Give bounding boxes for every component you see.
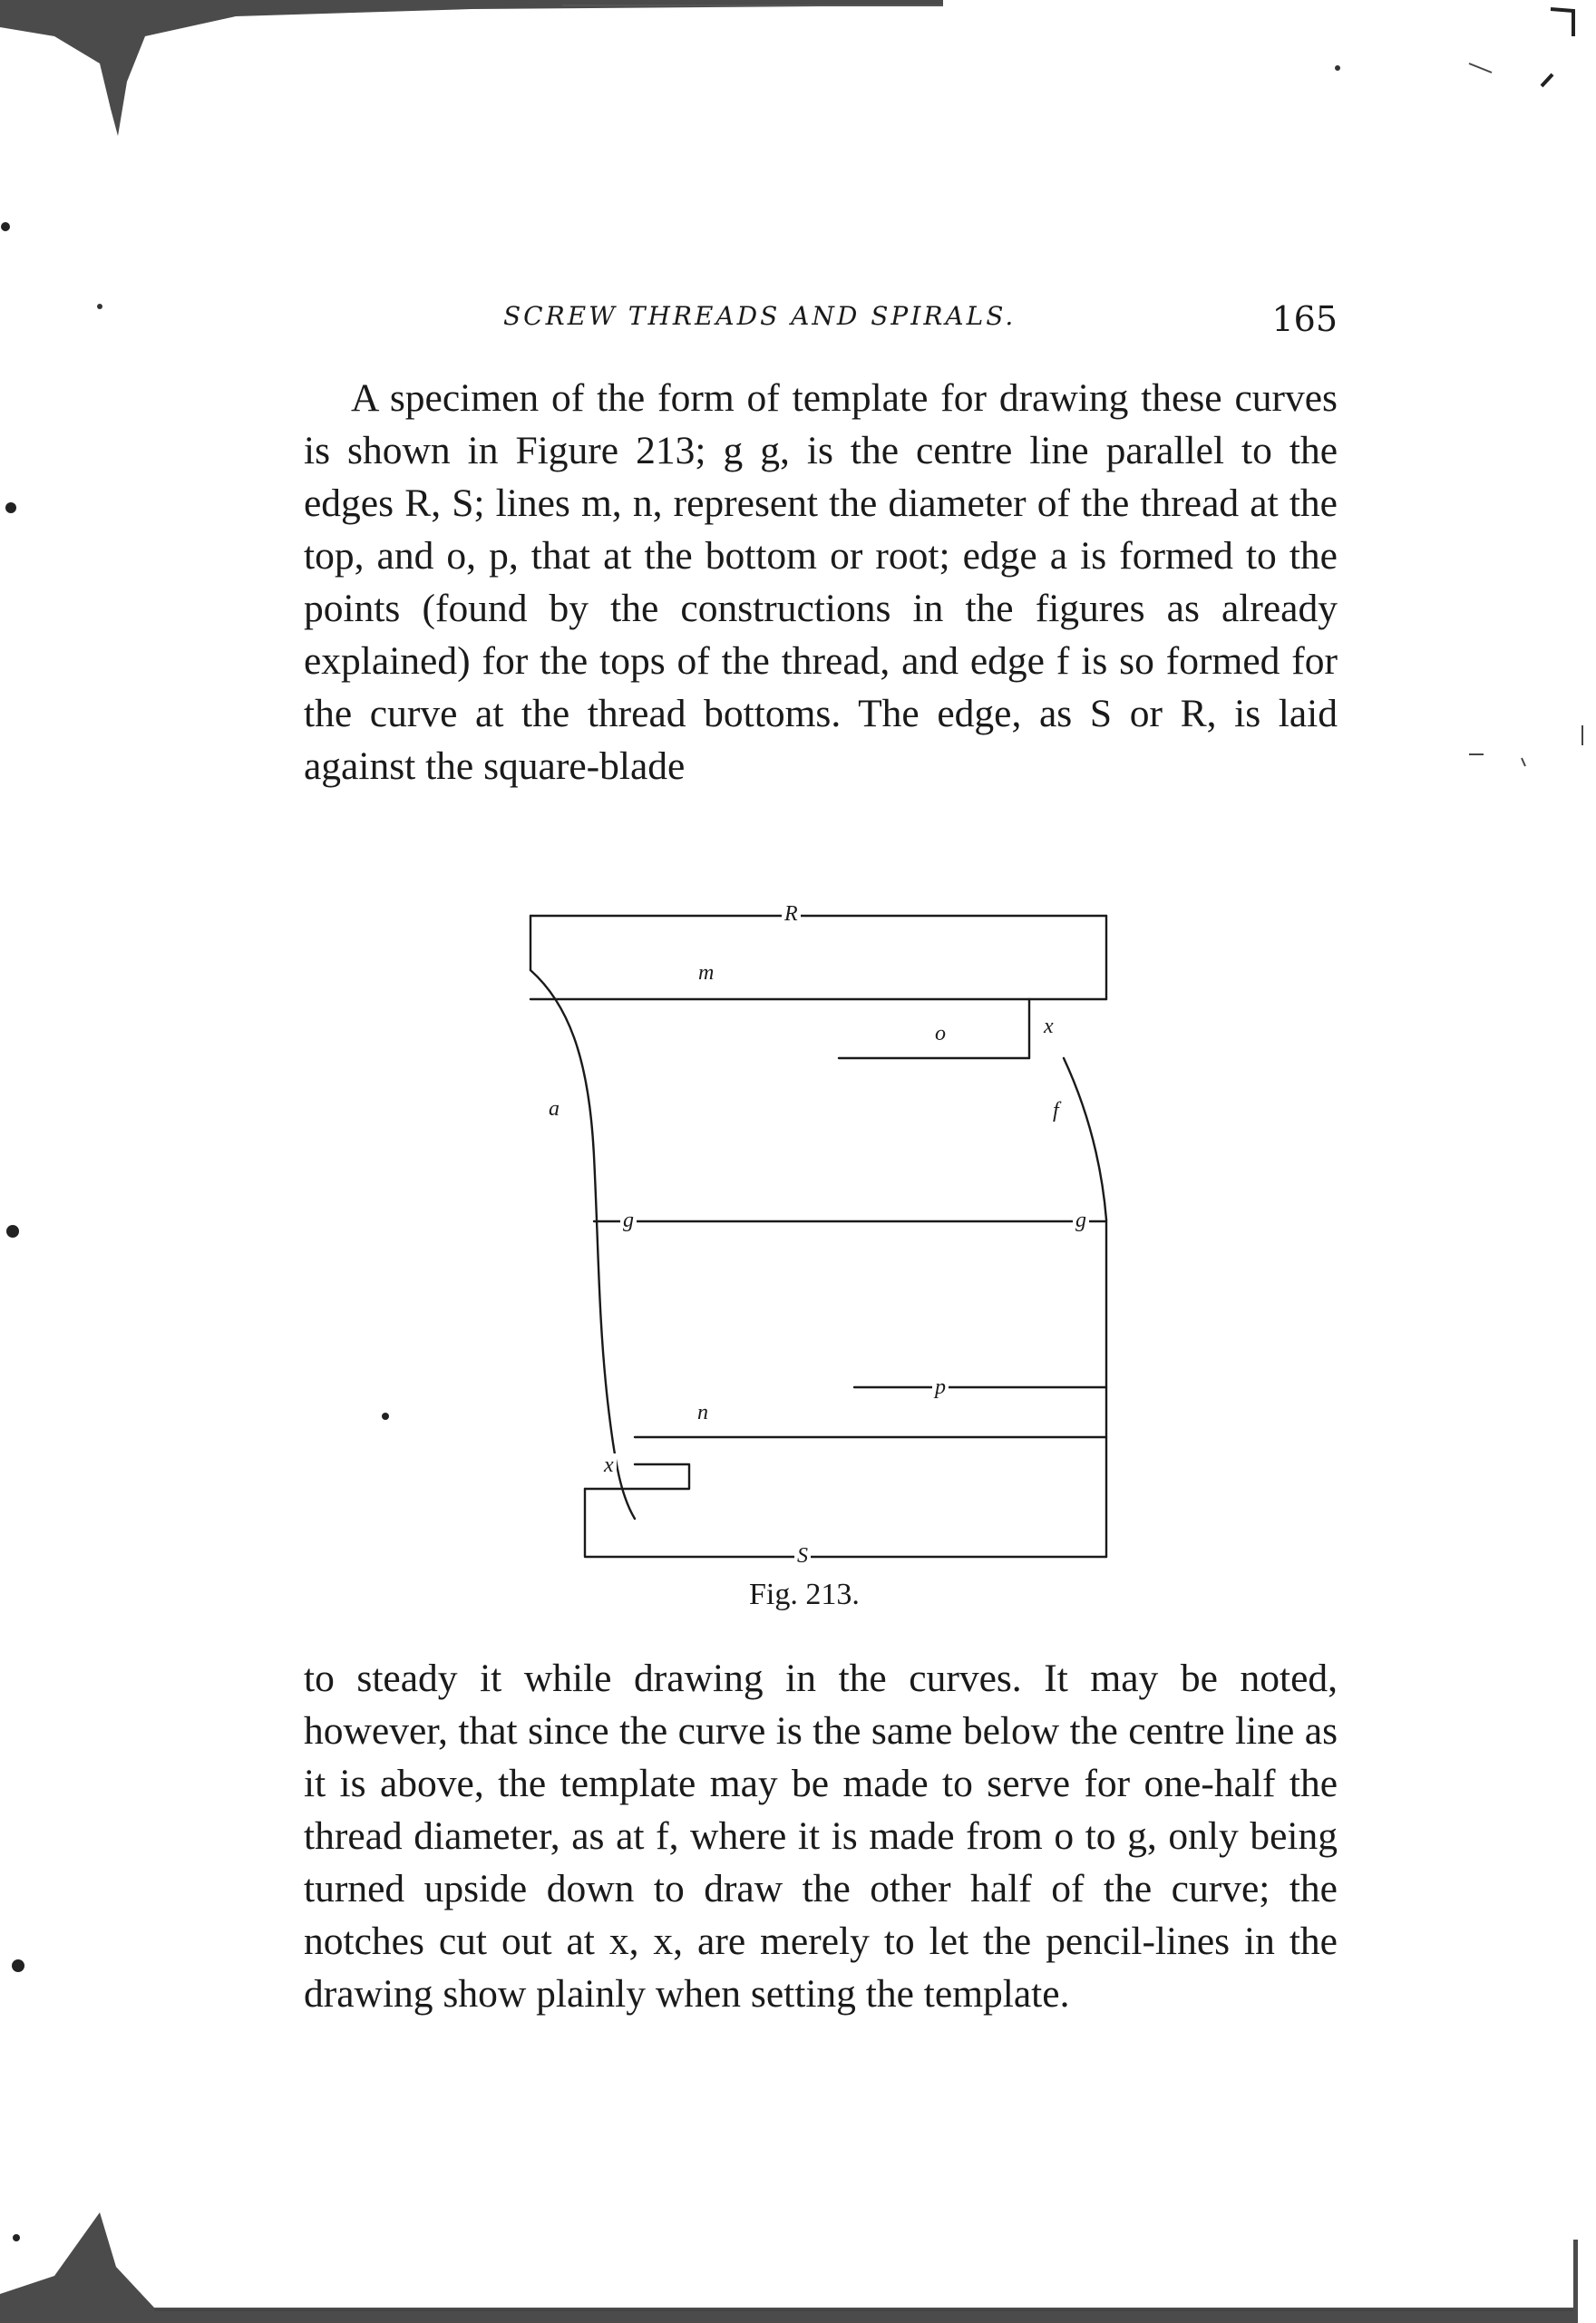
body-paragraph-1: A specimen of the form of template for drawing these curves is shown in Figure 213; g g, is the centre line parallel to the edges R, S; lines m, n, represent the diameter of the thread at the top, and o, p, that at the bottom or root; edge a is formed to the points (found by the constructions in the figures as already explained) for the tops of the thread, and edge f is so formed for the curve at the thread bottoms. The edge, as S or R, is laid against the square-blade <box>304 376 1338 788</box>
page-header <box>299 299 1338 345</box>
label-m: m <box>696 961 716 985</box>
label-g-left: g <box>620 1209 637 1232</box>
label-x-top: x <box>1041 1015 1056 1038</box>
label-g-right: g <box>1073 1209 1089 1232</box>
running-head: SCREW THREADS AND SPIRALS. <box>503 301 1017 331</box>
label-r: R <box>782 902 801 926</box>
body-paragraph-2: to steady it while drawing in the curves. It may be noted, however, that since the curve is the same below the centre line as it is above, the template may be made to serve for one-half the thread diameter, as at f, where it is made from o to g, only being turned upside down to draw the other half of the curve; the notches cut out at x, x, are merely to let the pencil-lines in the drawing show plainly when setting the template. <box>304 1657 1338 2016</box>
figure-213 <box>508 893 1124 1600</box>
label-a: a <box>546 1097 562 1121</box>
label-p: p <box>932 1375 949 1399</box>
edge-a-curve <box>530 970 635 1519</box>
label-o: o <box>932 1022 949 1045</box>
label-s: S <box>794 1544 811 1568</box>
edge-s-bottom <box>585 1489 1106 1557</box>
template-diagram <box>508 893 1124 1600</box>
figure-caption: Fig. 213. <box>749 1578 860 1611</box>
label-f: f <box>1050 1099 1062 1123</box>
page-number: 165 <box>1271 299 1338 339</box>
label-n: n <box>695 1401 711 1424</box>
label-x-bottom: x <box>601 1453 617 1477</box>
edge-f-curve <box>1064 1058 1106 1220</box>
